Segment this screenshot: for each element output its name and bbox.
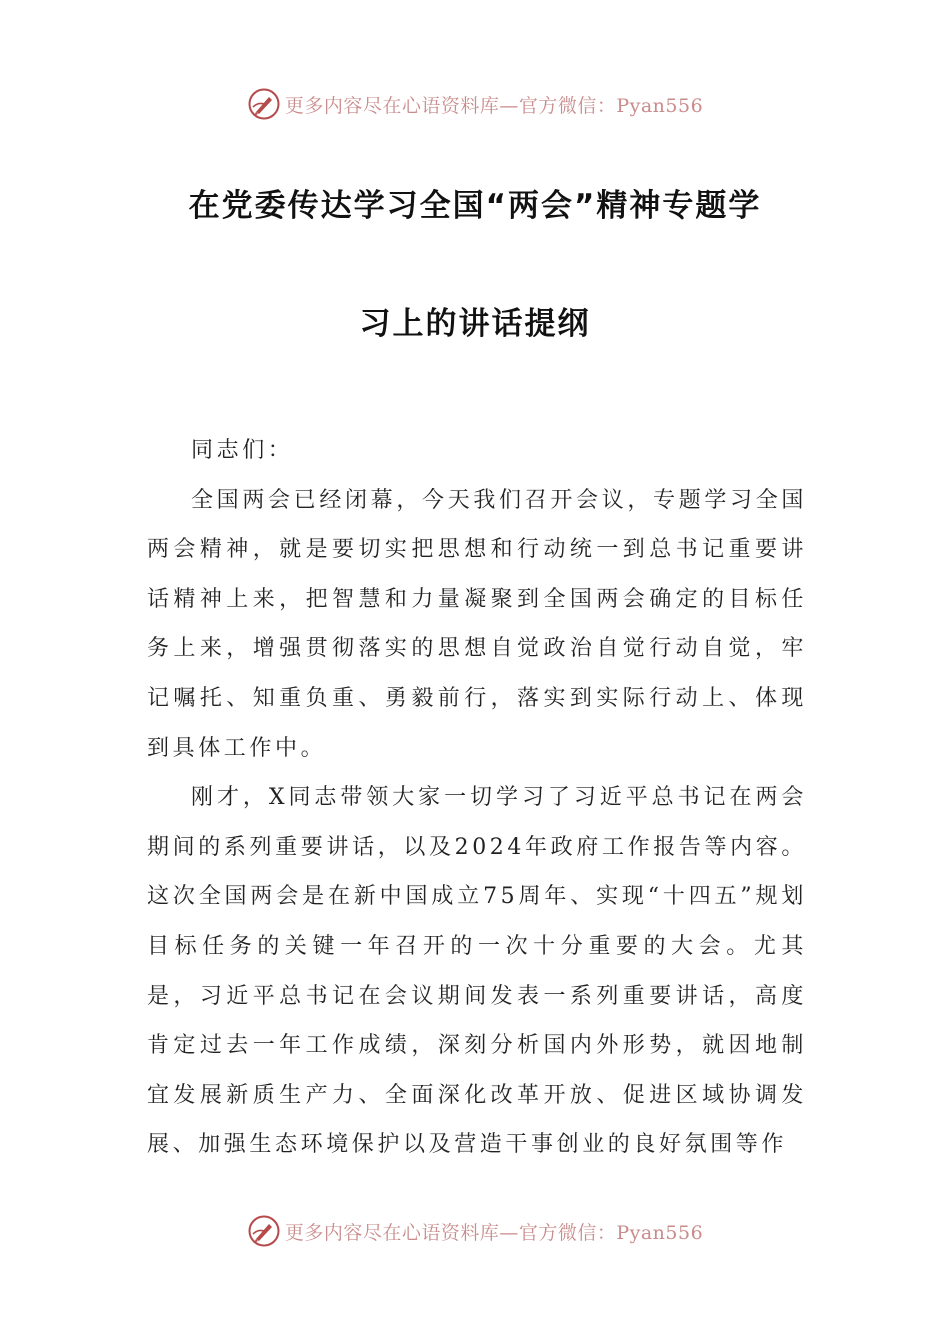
paragraph-2: 刚才，X同志带领大家一切学习了习近平总书记在两会期间的系列重要讲话，以及2024年政府工作报告等内容。这次全国两会是在新中国成立75周年、实现“十四五”规划目标任务的关键一年召开的一次十分重要的大会。尤其是，习近平总书记在会议期间发表一系列重要讲话，高度肯定过去一年工作成绩，深刻分析国内外形势，就因地制宜发展新质生产力、全面深化改革开放、促进区域协调发展、加强生态环境保护以及营造干事创业的良好氛围等作	[147, 785, 807, 1158]
watermark-text: 更多内容尽在心语资料库—官方微信：Pyan556	[284, 94, 704, 117]
watermark-header	[0, 84, 950, 124]
pen-circle-logo-icon	[247, 87, 281, 121]
document-title-line-2: 习上的讲话提纲	[359, 306, 591, 342]
pen-circle-logo-icon	[247, 1214, 281, 1248]
document-title-line-1: 在党委传达学习全国“两会”精神专题学	[188, 188, 762, 224]
paragraph-1: 全国两会已经闭幕，今天我们召开会议，专题学习全国两会精神，就是要切实把思想和行动统一到总书记重要讲话精神上来，把智慧和力量凝聚到全国两会确定的目标任务上来，增强贯彻落实的思想自觉政治自觉行动自觉，牢记嘱托、知重负重、勇毅前行，落实到实际行动上、体现到具体工作中。	[147, 487, 807, 761]
watermark-text: 更多内容尽在心语资料库—官方微信：Pyan556	[284, 1221, 704, 1244]
watermark-footer	[0, 1211, 950, 1251]
document-body	[147, 426, 807, 1170]
salutation: 同志们：	[191, 438, 294, 463]
